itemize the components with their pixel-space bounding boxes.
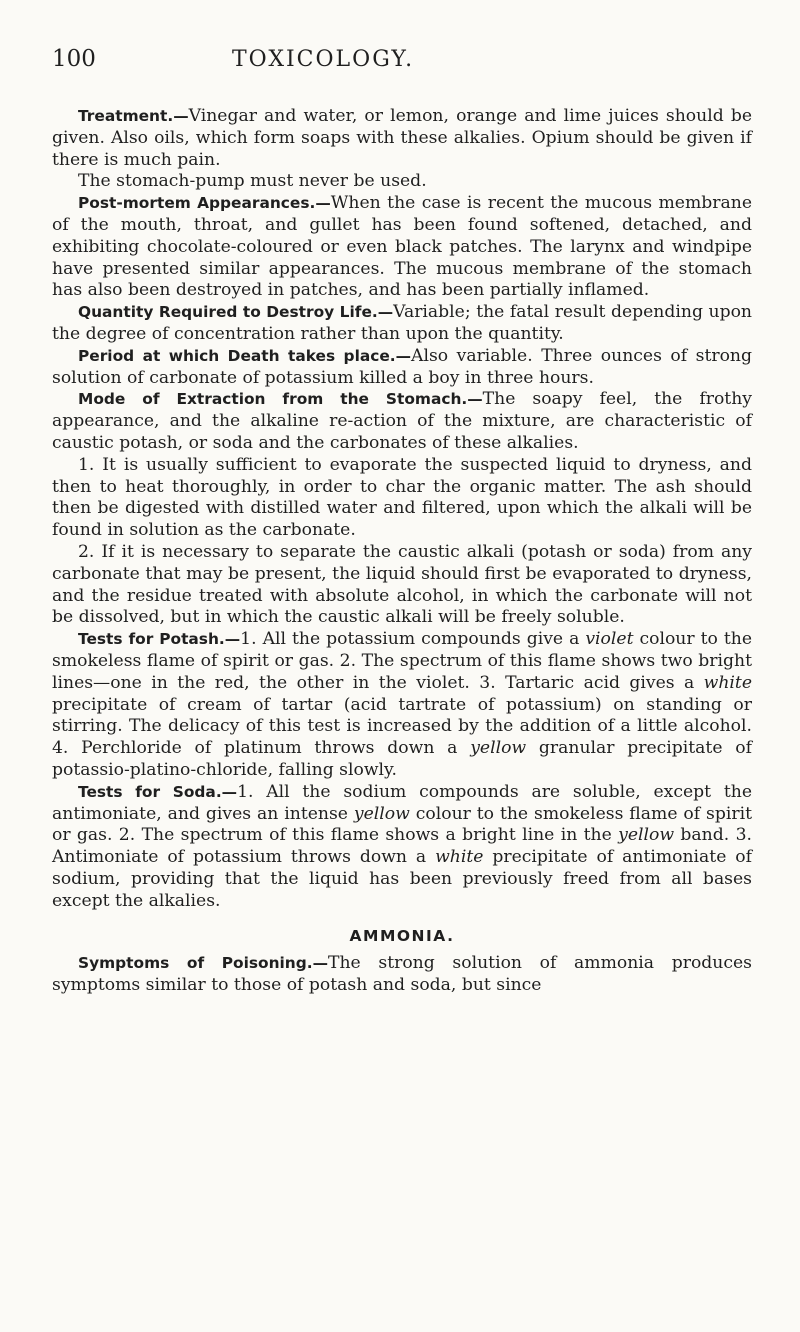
text-run: colour to the smokeless flame of spirit or gas. 2. The spectrum of this flame shows two bright lines—one in the red, the other in the violet. 3. Tartaric acid gives a bbox=[52, 629, 752, 693]
page-number: 100 bbox=[52, 46, 96, 72]
text-run: The stomach-pump must never be used. bbox=[78, 171, 427, 192]
emphasized-text: yellow bbox=[353, 803, 410, 824]
emphasized-text: yellow bbox=[470, 738, 527, 759]
text-run: 1. It is usually sufficient to evaporate the suspected liquid to dryness, and then to heat thoroughly, in order to char the organic matter. The ash should then be digested with distilled water and filtered, upon which the alkali will be found in solution as the carbonate. bbox=[52, 454, 752, 541]
emphasized-text: white bbox=[435, 847, 484, 868]
text-run: Vinegar and water, or lemon, orange and lime juices should be given. Also oils, which form soaps with these alkalies. Opium should be given if there is much pain. bbox=[52, 106, 752, 170]
running-title: TOXICOLOGY. bbox=[232, 47, 415, 72]
page-header bbox=[52, 46, 752, 84]
run-in-heading: Period at which Death takes place.— bbox=[78, 346, 412, 365]
emphasized-text: violet bbox=[585, 629, 634, 650]
text-run: precipitate of antimoniate of sodium, providing that the liquid has been previously freed from all bases except the alkalies. bbox=[52, 847, 753, 911]
run-in-heading: Post-mortem Appearances.— bbox=[78, 194, 331, 213]
paragraph bbox=[52, 106, 752, 171]
closing-text bbox=[52, 953, 752, 997]
paragraph bbox=[52, 629, 752, 782]
paragraph bbox=[52, 346, 752, 390]
text-run: 1. All the potassium compounds give a bbox=[240, 629, 586, 650]
paragraph bbox=[52, 389, 752, 454]
text-run: granular precipitate of potassio-platino-chloride, falling slowly. bbox=[52, 738, 752, 780]
text-run: band. 3. Antimoniate of potassium throws down a bbox=[52, 825, 752, 868]
text-run: Variable; the fatal result depending upon the degree of concentration rather than upon the quantity. bbox=[52, 302, 752, 344]
run-in-heading: Tests for Potash.— bbox=[78, 630, 241, 649]
text-run: When the case is recent the mucous membrane of the mouth, throat, and gullet has been found softened, detached, and exhibiting chocolate-coloured or even black patches. The larynx and windpipe have presented similar appearances. The mucous membrane of the stomach has also been destroyed in patches, and has been partially inflamed. bbox=[52, 193, 752, 301]
text-run: The strong solution of ammonia produces symptoms similar to those of potash and soda, but since bbox=[52, 953, 752, 996]
run-in-heading: Treatment.— bbox=[78, 107, 189, 125]
paragraph bbox=[52, 455, 752, 542]
run-in-heading: Symptoms of Poisoning.— bbox=[78, 954, 329, 973]
paragraph bbox=[52, 782, 752, 913]
text-run: Also variable. Three ounces of strong solution of carbonate of potassium killed a boy in three hours. bbox=[52, 345, 753, 388]
section-heading: AMMONIA. bbox=[349, 927, 455, 946]
run-in-heading: Tests for Soda.— bbox=[78, 782, 238, 801]
paragraph bbox=[52, 302, 752, 346]
text-run: 2. If it is necessary to separate the caustic alkali (potash or soda) from any carbonate that may be present, the liquid should first be evaporated to dryness, and the residue treated with absolute alcohol, in which the carbonate will not be dissolved, but in which the caustic alkali will be freely soluble. bbox=[52, 541, 752, 628]
text-run: The soapy feel, the frothy appearance, and the alkaline re-action of the mixture, are characteristic of caustic potash, or soda and the carbonates of these alkalies. bbox=[52, 389, 752, 453]
text-run: colour to the smokeless flame of spirit or gas. 2. The spectrum of this flame shows a bright line in the bbox=[52, 803, 752, 846]
emphasized-text: white bbox=[703, 672, 752, 693]
paragraph bbox=[52, 953, 752, 997]
paragraph bbox=[52, 171, 752, 193]
emphasized-text: yellow bbox=[618, 825, 675, 846]
run-in-heading: Mode of Extraction from the Stomach.— bbox=[78, 390, 483, 409]
text-run: precipitate of cream of tartar (acid tartrate of potassium) on standing or stirring. The delicacy of this test is increased by the addition of a little alcohol. 4. Perchloride of platinum throws down a bbox=[52, 694, 752, 759]
paragraph bbox=[52, 542, 752, 629]
body-text bbox=[52, 106, 752, 912]
text-run: 1. All the sodium compounds are soluble, except the antimoniate, and gives an intense bbox=[52, 781, 752, 824]
run-in-heading: Quantity Required to Destroy Life.— bbox=[78, 303, 394, 322]
paragraph bbox=[52, 193, 752, 302]
